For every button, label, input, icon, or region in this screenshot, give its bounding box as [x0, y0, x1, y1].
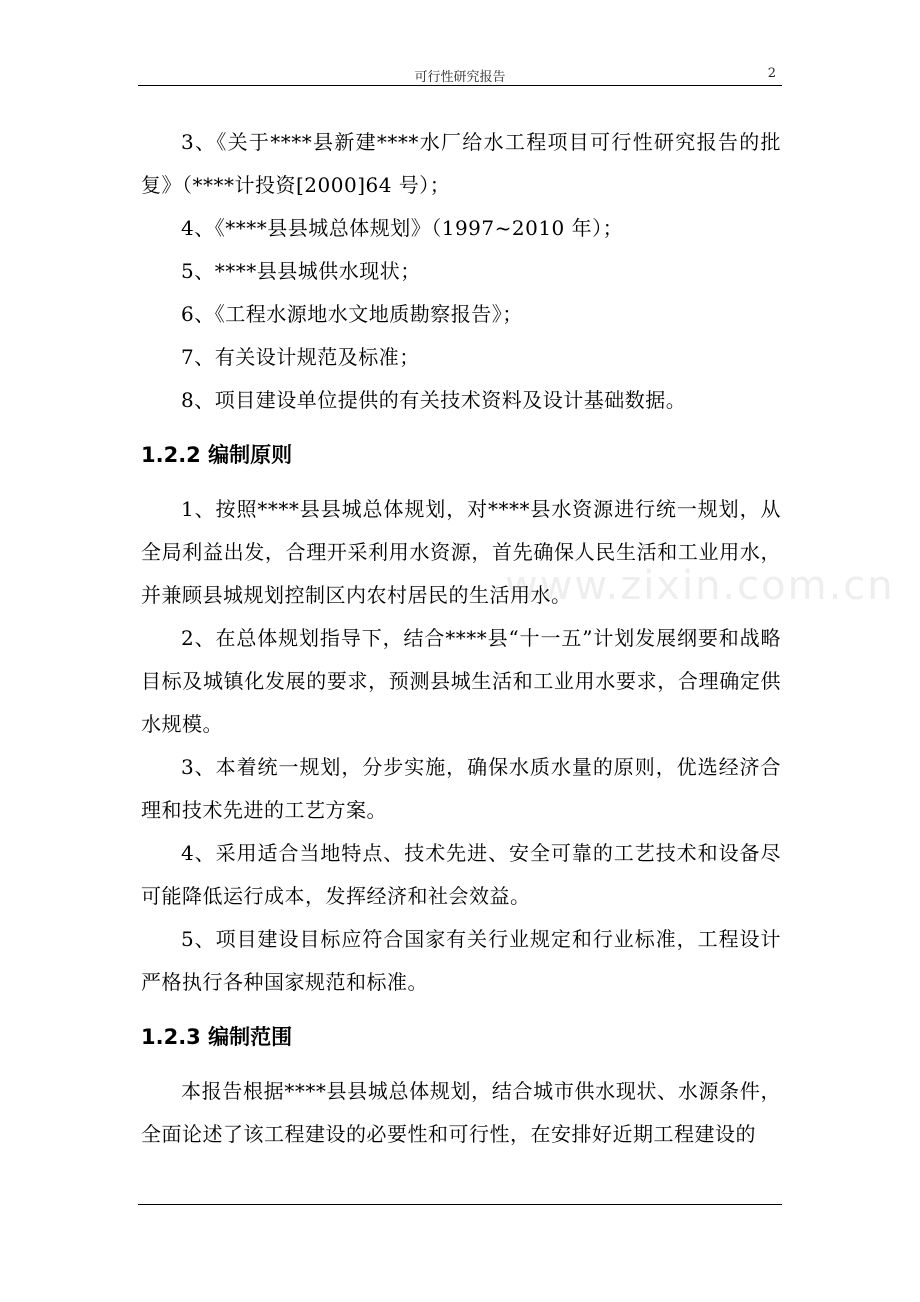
basis-item-6: 6、《工程水源地水文地质勘察报告》； [181, 302, 523, 326]
principle-paragraph-5: 5、项目建设目标应符合国家有关行业规定和行业标准，工程设计严格执行各种国家规范和标准。 [141, 927, 781, 994]
principle-paragraph-3: 3、本着统一规划，分步实施，确保水质水量的原则，优选经济合理和技术先进的工艺方案。 [141, 755, 781, 822]
watermark: www.zixin.com.cn [505, 563, 895, 609]
basis-item-3: 3、《关于****县新建****水厂给水工程项目可行性研究报告的批复》（****计投资[2000]64 号）； [141, 130, 781, 197]
basis-item-8: 8、项目建设单位提供的有关技术资料及设计基础数据。 [181, 388, 687, 412]
principle-paragraph-1: 1、按照****县县城总体规划，对****县水资源进行统一规划，从全局利益出发，合理开采利用水资源，首先确保人民生活和工业用水，并兼顾县城规划控制区内农村居民的生活用水。 [141, 497, 781, 607]
basis-item-7: 7、有关设计规范及标准； [181, 345, 420, 369]
principle-paragraph-2: 2、在总体规划指导下，结合****县“十一五”计划发展纲要和战略目标及城镇化发展的要求，预测县城生活和工业用水要求，合理确定供水规模。 [141, 626, 781, 736]
scope-paragraph-1: 本报告根据****县县城总体规划，结合城市供水现状、水源条件，全面论述了该工程建设的必要性和可行性，在安排好近期工程建设的 [141, 1079, 781, 1146]
basis-item-4: 4、《****县县城总体规划》（1997~2010 年）； [181, 216, 624, 240]
principle-paragraph-4: 4、采用适合当地特点、技术先进、安全可靠的工艺技术和设备尽可能降低运行成本，发挥经济和社会效益。 [141, 841, 781, 908]
header-title: 可行性研究报告 [414, 70, 506, 85]
spacer [141, 1004, 781, 1012]
section-heading-1-2-3: 1.2.3 编制范围 [141, 1025, 293, 1049]
footer-rule [138, 1204, 782, 1205]
basis-item-5: 5、****县县城供水现状； [181, 259, 421, 283]
spacer [141, 480, 781, 488]
page-header [138, 62, 782, 84]
section-heading-1-2-2: 1.2.2 编制原则 [141, 443, 293, 467]
spacer [141, 1062, 781, 1070]
page-number: 2 [767, 66, 776, 81]
document-body [141, 121, 781, 1156]
spacer [141, 422, 781, 430]
header-rule [138, 85, 782, 86]
